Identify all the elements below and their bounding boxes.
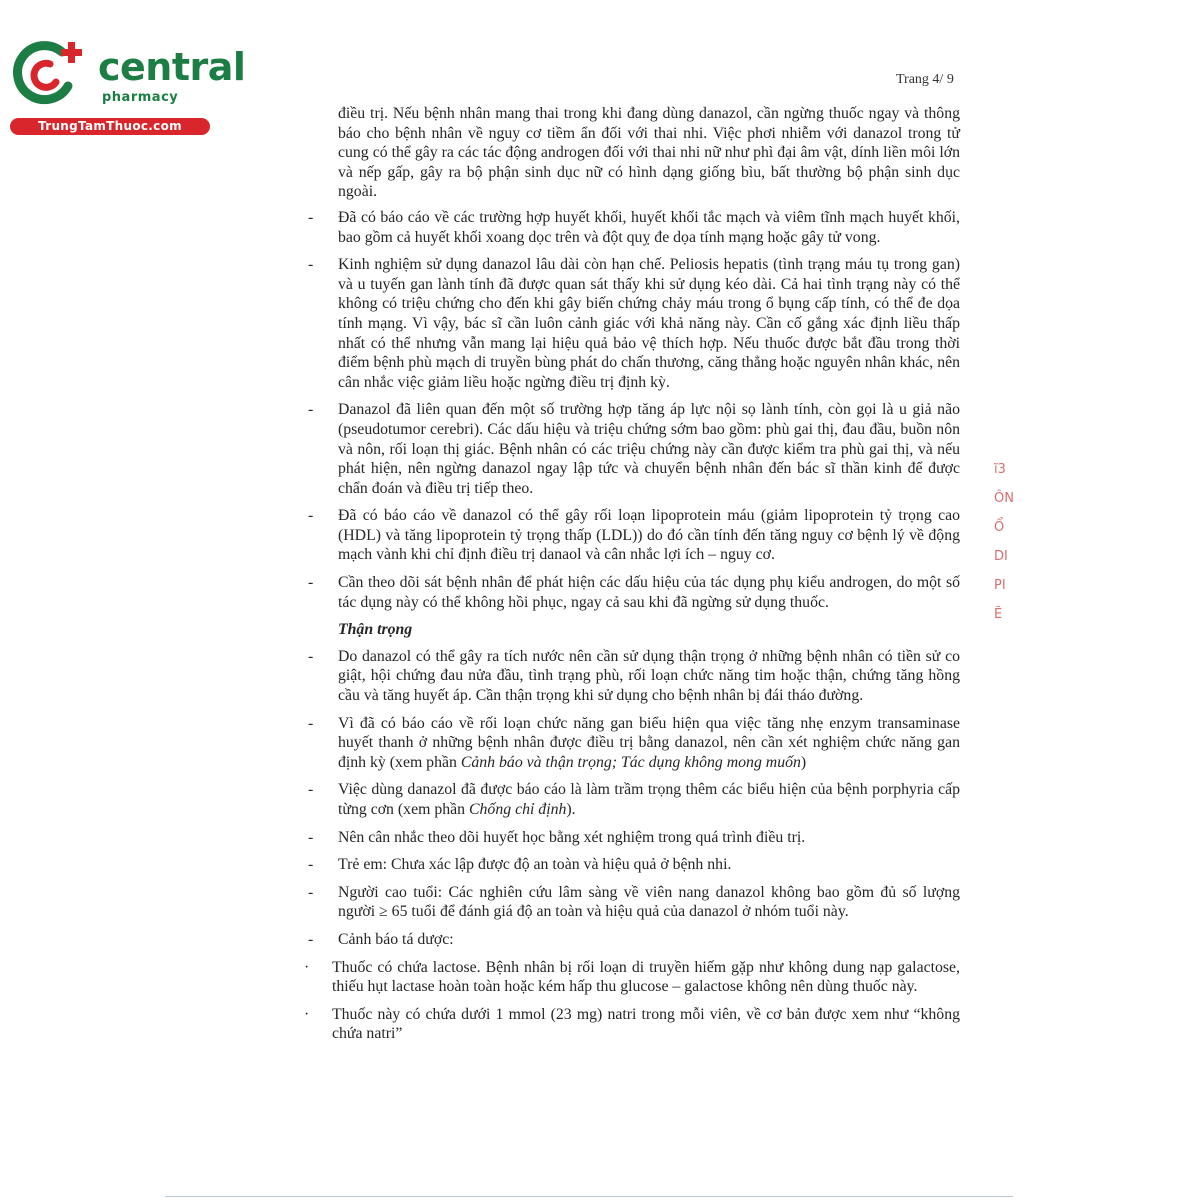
precautions-heading: Thận trọng [338, 621, 413, 639]
list-dash: - [308, 647, 314, 665]
precaution-text: Nên cân nhắc theo dõi huyết học bằng xét nghiệm trong quá trình điều trị. [338, 828, 806, 846]
page-number: Trang 4/ 9 [896, 72, 954, 87]
section-reference: Cảnh báo và thận trọng; Tác dụng không mong muốn [460, 753, 801, 771]
warning-text: Cần theo dõi sát bệnh nhân để phát hiện các dấu hiệu của tác dụng phụ kiểu androgen, do một số tác dụng này có thể không hồi phục, ngay cả sau khi đã ngừng sử dụng thuốc. [338, 574, 960, 611]
stamp-fragment: DI [994, 549, 1008, 564]
pharmacy-logo [10, 38, 246, 138]
warning-text: Đã có báo cáo về danazol có thể gây rối loạn lipoprotein máu (giảm lipoprotein tỷ trọng cao (HDL) và tăng lipoprotein tỷ trọng thấp (LDL)) do đó cần tính đến tăng nguy cơ bệnh lý về động mạch vành khi chỉ định điều trị danaol và cân nhắc lợi ích – nguy cơ. [338, 507, 960, 564]
warning-item [300, 400, 960, 498]
warning-text: Đã có báo cáo về các trường hợp huyết khối, huyết khối tắc mạch và viêm tĩnh mạch huyết khối, bao gồm cả huyết khối xoang dọc trên và đột quỵ đe dọa tính mạng hoặc gây tử vong. [338, 208, 960, 246]
logo-name: central [98, 45, 246, 89]
warning-item [300, 208, 960, 247]
stamp-fragment: ÔN [994, 491, 1014, 506]
warning-item [300, 506, 960, 565]
list-dash: - [308, 507, 314, 525]
precaution-item [300, 780, 960, 819]
list-dash: - [308, 256, 314, 274]
list-dash: - [308, 828, 314, 846]
precaution-item [300, 930, 960, 950]
stamp-fragment: PI [994, 578, 1006, 593]
document-body [300, 104, 960, 1052]
continuation-paragraph: điều trị. Nếu bệnh nhân mang thai trong khi đang dùng danazol, cần ngừng thuốc ngay và thông báo cho bệnh nhân về nguy cơ tiềm ẩn đối với thai nhi. Việc phơi nhiễm với danazol trong tử cung có thể gây ra các tác động androgen đối với thai nhi nữ như phì đại âm vật, dính liền môi lớn và nếp gấp, gây ra bộ phận sinh dục nữ có hình dạng giống bìu, bất thường bộ phận sinh dục ngoài. [338, 105, 960, 201]
precaution-text: Người cao tuổi: Các nghiên cứu lâm sàng về viên nang danazol không bao gồm đủ số lượng người ≥ 65 tuổi để đánh giá độ an toàn và hiệu quả của danazol ở nhóm tuổi này. [338, 883, 960, 921]
central-pharmacy-logo-icon [10, 38, 90, 108]
list-dash: - [308, 714, 314, 732]
precaution-item [300, 855, 960, 875]
precaution-text: Việc dùng danazol đã được báo cáo là làm trầm trọng thêm các biểu hiện của bệnh porphyria cấp từng cơn (xem phần [338, 781, 960, 818]
precaution-text-end: ). [566, 801, 576, 818]
excipient-text: Thuốc có chứa lactose. Bệnh nhân bị rối loạn di truyền hiếm gặp như không dung nạp galactose, thiếu hụt lactase hoàn toàn hoặc kém hấp thu glucose – galactose không nên dùng thuốc này. [332, 958, 960, 996]
stamp-fragment: ĩ3 [994, 462, 1006, 477]
excipient-text: Thuốc này có chứa dưới 1 mmol (23 mg) natri trong mỗi viên, về cơ bản được xem như “không chứa natri” [332, 1005, 960, 1043]
logo-banner: TrungTamThuoc.com [10, 118, 210, 135]
footer-divider [165, 1196, 1013, 1197]
precaution-item [300, 714, 960, 773]
precaution-item [300, 828, 960, 848]
precaution-text-end: ) [800, 753, 807, 771]
list-dash: - [308, 208, 314, 226]
list-dash: - [308, 930, 314, 948]
precaution-text: Vì đã có báo cáo về rối loạn chức năng gan biểu hiện qua việc tăng nhẹ enzym transaminase huyết thanh ở những bệnh nhân được điều trị bằng danazol, nên cần xét nghiệm chức năng gan định kỳ (xem phần [338, 714, 960, 771]
stamp-fragment: Ổ [994, 520, 1005, 535]
list-dash: - [308, 781, 314, 799]
list-dash: - [308, 856, 314, 874]
warning-text: Danazol đã liên quan đến một số trường hợp tăng áp lực nội sọ lành tính, còn gọi là u giả não (pseudotumor cerebri). Các dấu hiệu và triệu chứng sớm bao gồm: phù gai thị, đau đầu, buồn nôn và nôn, rối loạn thị giác. Bệnh nhân có các triệu chứng này cần được kiểm tra phù gai thị, và nếu phát hiện, nên ngừng danazol ngay lập tức và chuyển bệnh nhân đến bác sĩ thần kinh để được chẩn đoán và điều trị tiếp theo. [338, 401, 960, 497]
stamp-fragment: Ẽ [994, 607, 1003, 622]
list-dash: - [308, 401, 314, 419]
precaution-text: Do danazol có thể gây ra tích nước nên cần sử dụng thận trọng ở những bệnh nhân có tiền sử co giật, hội chứng đau nửa đầu, tình trạng phù, rối loạn chức năng tim hoặc thận, chứng tăng hồng cầu và tăng huyết áp. Cần thận trọng khi sử dụng cho bệnh nhân bị đái tháo đường. [338, 647, 960, 705]
list-dash: - [308, 574, 314, 592]
partial-stamp [994, 455, 1018, 629]
warning-text: Kinh nghiệm sử dụng danazol lâu dài còn hạn chế. Peliosis hepatis (tình trạng máu tụ trong gan) và u tuyến gan lành tính đã được quan sát thấy khi sử dụng kéo dài. Cả hai tình trạng này có thể không có triệu chứng cho đến khi gây biến chứng chảy máu trong ổ bụng cấp tính, có thể đe dọa tính mạng. Vì vậy, bác sĩ cần luôn cảnh giác với khả năng này. Cần cố gắng xác định liều thấp nhất có thể nhưng vẫn mang lại hiệu quả bảo vệ thích hợp. Nếu thuốc được bắt đầu trong thời điểm bệnh phù mạch di truyền bùng phát do chấn thương, căng thẳng hoặc nguyên nhân khác, nên cân nhắc việc giảm liều hoặc ngừng điều trị định kỳ. [338, 256, 960, 391]
precaution-item [300, 883, 960, 922]
list-dot: · [304, 958, 310, 976]
warning-item [300, 255, 960, 392]
precaution-text: Trẻ em: Chưa xác lập được độ an toàn và hiệu quả ở bệnh nhi. [338, 856, 732, 874]
excipient-item [300, 958, 960, 997]
precaution-text: Cảnh báo tá dược: [338, 930, 454, 948]
precaution-item [300, 647, 960, 706]
warning-item [300, 573, 960, 612]
section-reference: Chống chỉ định [468, 801, 567, 818]
excipient-item [300, 1005, 960, 1044]
list-dot: · [304, 1005, 310, 1023]
logo-subtitle: pharmacy [102, 90, 179, 105]
list-dash: - [308, 883, 314, 901]
